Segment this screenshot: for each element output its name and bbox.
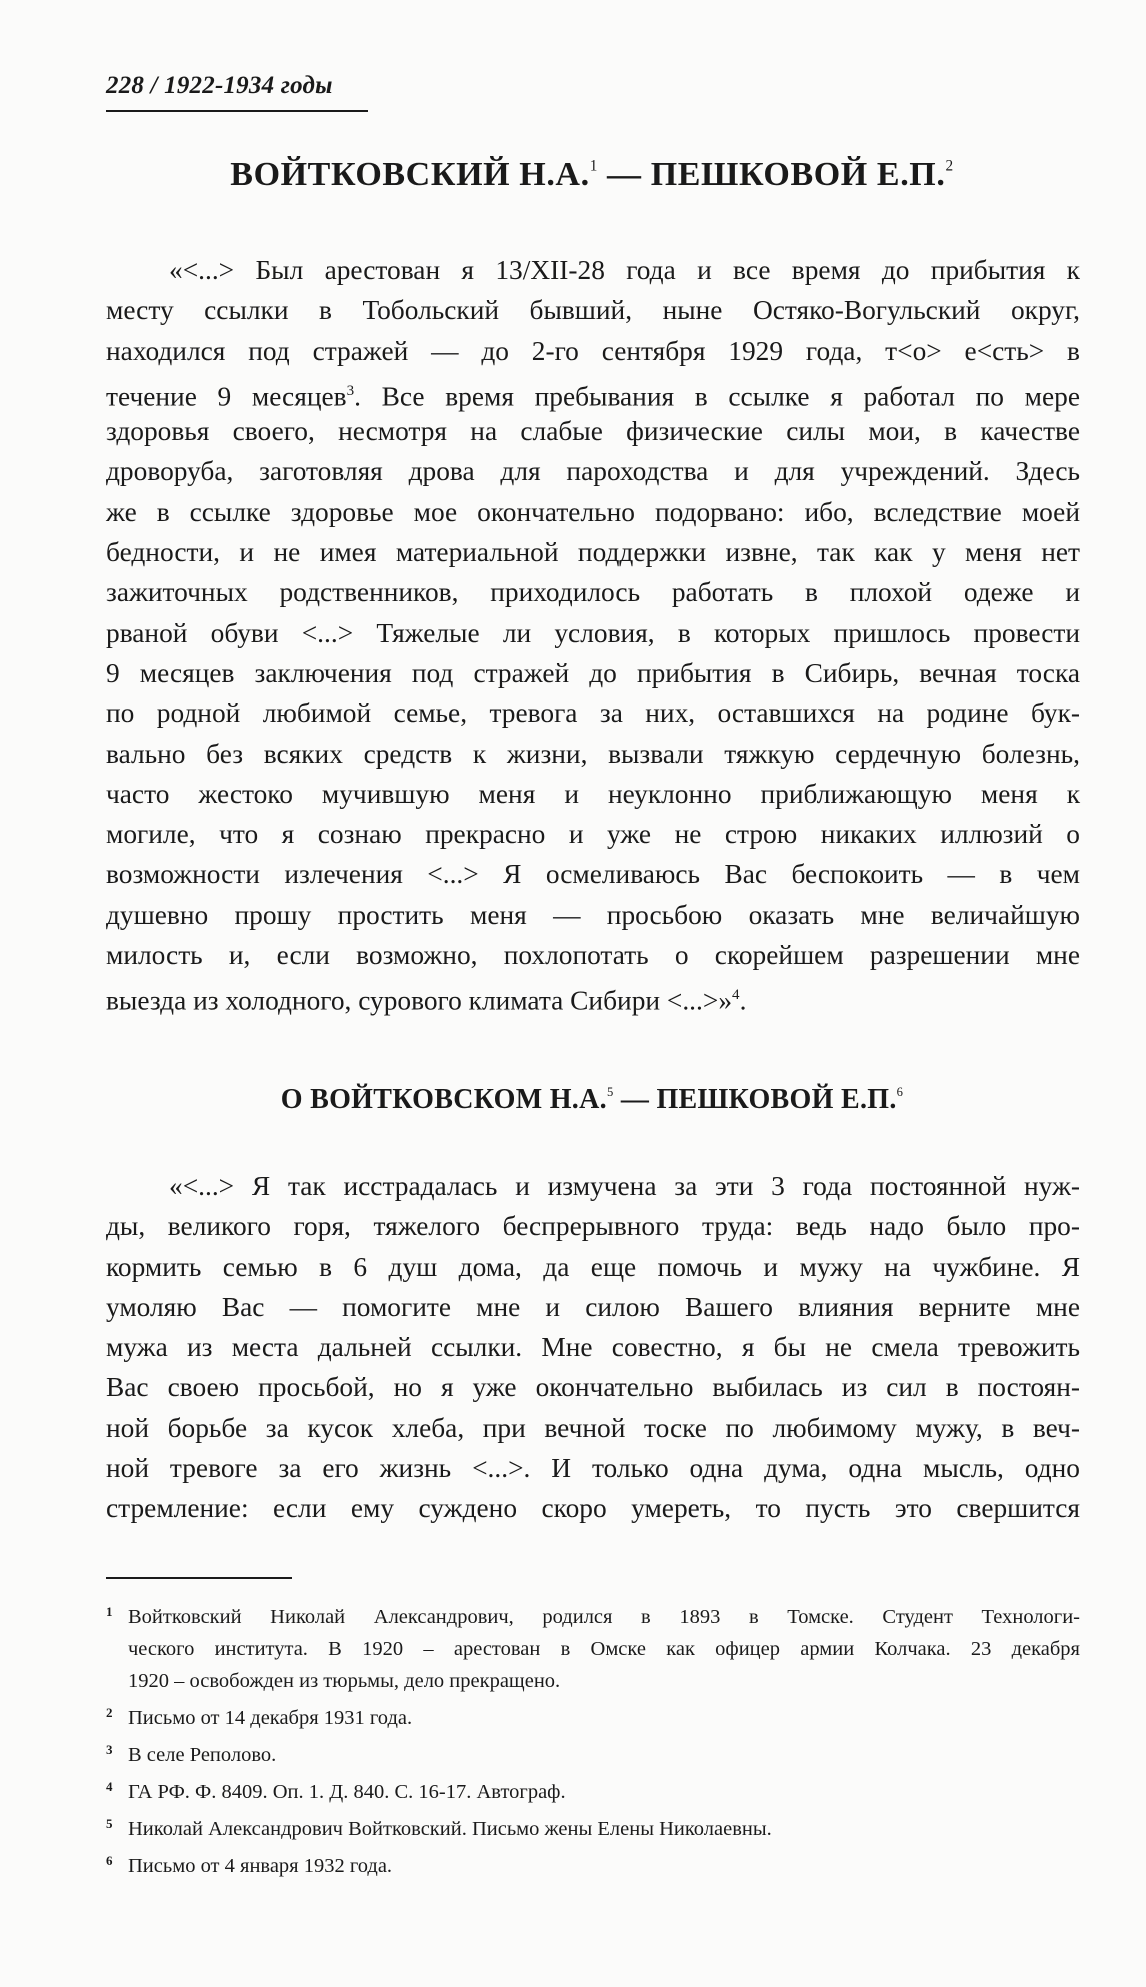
footnote-line: [106, 1697, 1080, 1734]
footnote-1: [106, 1596, 1080, 1697]
heading-2-footnote-ref-6[interactable]: 6: [896, 1085, 904, 1100]
footnote-line: [106, 1771, 1080, 1808]
footnote-2: [106, 1697, 1080, 1734]
text-line: могиле, что я сознаю прекрасно и уже не строю никаких иллюзий о: [106, 819, 1080, 850]
text-line: зажиточных родственников, приходилось работать в плохой одеже и: [106, 577, 1080, 608]
text-line: [106, 975, 1080, 1015]
heading-1-recipient: — ПЕШКОВОЙ Е.П.: [597, 156, 946, 193]
text-segment: . Все время пребывания в ссылке я работал по мере: [354, 381, 1081, 412]
footnote-text: ГА РФ. Ф. 8409. Оп. 1. Д. 840. С. 16-17. Автограф.: [128, 1781, 566, 1803]
footnote-line: [106, 1734, 1080, 1771]
footnote-ref-3[interactable]: 3: [346, 382, 355, 399]
text-line: возможности излечения <...> Я осмеливаюсь Вас беспокоить — в чем: [106, 859, 1080, 890]
footnote-line: [106, 1596, 1080, 1633]
running-head: 228 / 1922-1934 годы: [106, 72, 333, 99]
text-segment: течение 9 месяцев: [106, 381, 347, 412]
heading-1-text: ВОЙТКОВСКИЙ Н.А.: [230, 156, 590, 193]
footnote-line: 1920 – освобожден из тюрьмы, дело прекращено.: [128, 1670, 561, 1692]
footnote-mark: 2: [106, 1705, 113, 1720]
text-line: «<...> Был арестован я 13/XII-28 года и все время до прибытия к: [169, 255, 1080, 285]
text-line: ной тревоге за его жизнь <...>. И только одна дума, одна мысль, одно: [106, 1453, 1080, 1484]
text-line: [106, 371, 1080, 411]
text-line: мужа из места дальней ссылки. Мне совестно, я бы не смела тревожить: [106, 1332, 1080, 1363]
heading-2-text: О ВОЙТКОВСКОМ Н.А.: [280, 1084, 607, 1115]
text-line: кормить семью в 6 душ дома, да еще помочь и мужу на чужбине. Я: [106, 1251, 1080, 1282]
footnote-line: [106, 1808, 1080, 1845]
footnote-mark: 1: [106, 1604, 113, 1619]
text-line: 9 месяцев заключения под стражей до прибытия в Сибирь, вечная тоска: [106, 657, 1080, 688]
text-line: милость и, если возможно, похлопотать о скорейшем разрешении мне: [106, 940, 1080, 971]
heading-1-footnote-ref-1[interactable]: 1: [589, 157, 598, 175]
footnote-line: [106, 1845, 1080, 1882]
footnote-text: Войтковский Николай Александрович, родился в 1893 в Томске. Студент Технологи-: [128, 1606, 1080, 1628]
heading-2-recipient: — ПЕШКОВОЙ Е.П.: [613, 1084, 897, 1115]
footnote-mark: 4: [106, 1779, 113, 1794]
text-line: душевно прошу простить меня — просьбою оказать мне величайшую: [106, 899, 1080, 930]
text-line: Вас своею просьбой, но я уже окончательно выбилась из сил в постоян-: [106, 1372, 1080, 1403]
text-segment: выезда из холодного, сурового климата Сибири <...>»: [106, 985, 733, 1016]
text-line: вально без всяких средств к жизни, вызвали тяжкую сердечную болезнь,: [106, 738, 1080, 769]
text-line: стремление: если ему суждено скоро умереть, то пусть это свершится: [106, 1493, 1080, 1524]
letter-1-body: [106, 250, 1080, 1016]
text-line: «<...> Я так исстрадалась и измучена за эти 3 года постоянной нуж-: [169, 1171, 1080, 1201]
text-line: умоляю Вас — помогите мне и силою Вашего влияния верните мне: [106, 1291, 1080, 1322]
heading-2-footnote-ref-5[interactable]: 5: [606, 1085, 614, 1100]
section-heading-1: [106, 156, 1078, 194]
footnote-3: [106, 1734, 1080, 1771]
footnote-5: [106, 1808, 1080, 1845]
text-line: дроворуба, заготовляя дрова для пароходства и для учреждений. Здесь: [106, 456, 1080, 487]
footnote-mark: 6: [106, 1853, 113, 1868]
footnote-text: Николай Александрович Войтковский. Письмо жены Елены Николаевны.: [128, 1818, 772, 1840]
footnote-4: [106, 1771, 1080, 1808]
footnote-text: Письмо от 4 января 1932 года.: [128, 1855, 393, 1877]
footnotes: [106, 1596, 1080, 1882]
footnote-ref-4[interactable]: 4: [732, 987, 740, 1004]
text-line: находился под стражей — до 2-го сентября 1929 года, т<о> е<сть> в: [106, 335, 1080, 366]
text-line: же в ссылке здоровье мое окончательно подорвано: ибо, вследствие моей: [106, 496, 1080, 527]
section-heading-2: [106, 1084, 1078, 1116]
letter-2-body: [106, 1166, 1080, 1529]
text-line: ды, великого горя, тяжелого беспрерывного труда: ведь надо было про-: [106, 1211, 1080, 1242]
text-line: месту ссылки в Тобольский бывший, ныне Остяко-Вогульский округ,: [106, 295, 1080, 326]
footnote-mark: 3: [106, 1742, 113, 1757]
text-line: ной борьбе за кусок хлеба, при вечной тоске по любимому мужу, в веч-: [106, 1412, 1080, 1443]
text-line: рваной обуви <...> Тяжелые ли условия, в которых пришлось провести: [106, 617, 1080, 648]
footnote-text: Письмо от 14 декабря 1931 года.: [128, 1707, 413, 1729]
heading-1-footnote-ref-2[interactable]: 2: [945, 157, 954, 175]
footnote-6: [106, 1845, 1080, 1882]
footnote-mark: 5: [106, 1816, 113, 1831]
footnote-line: ческого института. В 1920 – арестован в Омске как офицер армии Колчака. 23 декабря: [128, 1638, 1080, 1660]
text-line: по родной любимой семье, тревога за них, оставшихся на родине бук-: [106, 698, 1080, 729]
text-line: бедности, и не имея материальной поддержки извне, так как у меня нет: [106, 537, 1080, 568]
footnote-separator: [106, 1577, 292, 1579]
text-line: здоровья своего, несмотря на слабые физические силы мои, в качестве: [106, 416, 1080, 447]
text-line: часто жестоко мучившую меня и неуклонно приближающую меня к: [106, 778, 1080, 809]
text-segment: .: [739, 985, 747, 1016]
running-head-rule: [106, 110, 368, 112]
footnote-text: В селе Реполово.: [128, 1744, 277, 1766]
